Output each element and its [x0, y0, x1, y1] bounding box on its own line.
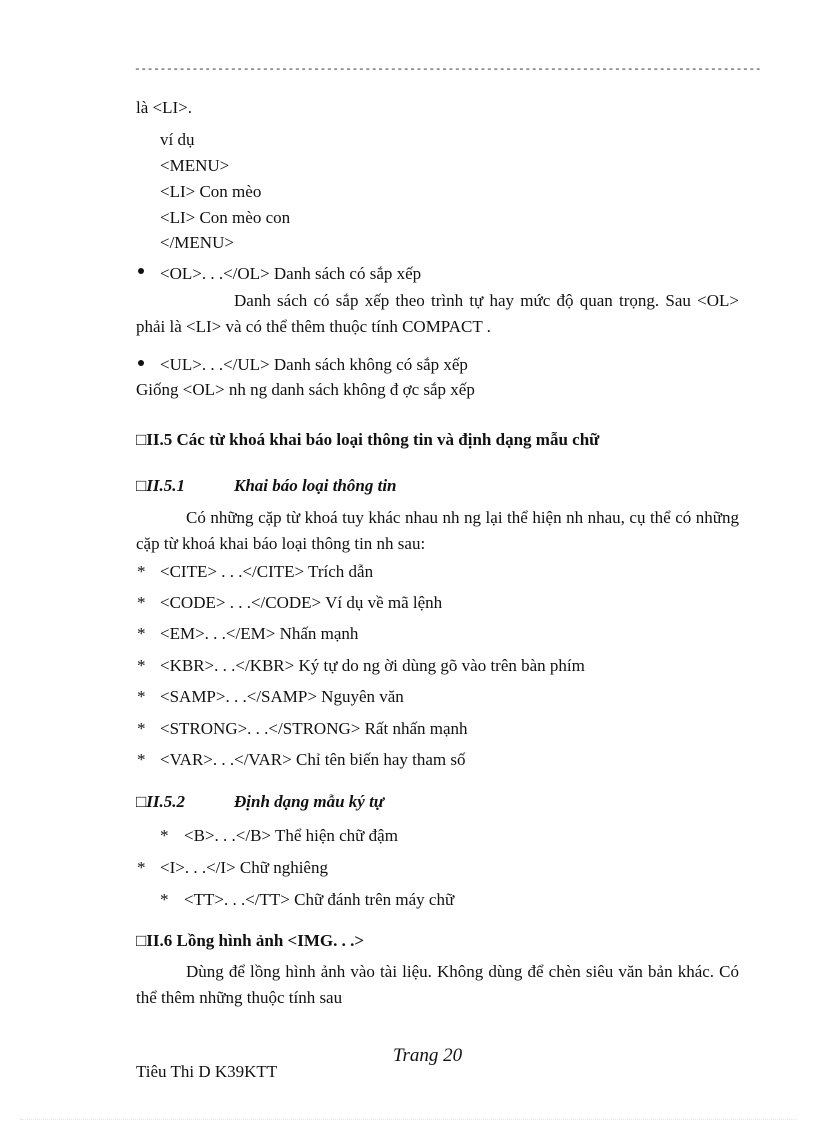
- star-bullet-icon: *: [137, 656, 146, 675]
- bullet-dot-icon: [138, 360, 144, 366]
- list-item: <KBR>. . .</KBR> Ký tự do ng ời dùng gõ vào trên bàn phím: [160, 656, 585, 675]
- list-item: <VAR>. . .</VAR> Chỉ tên biến hay tham số: [160, 750, 466, 769]
- code-line: <LI> Con mèo: [160, 182, 262, 201]
- star-bullet-icon: *: [137, 687, 146, 706]
- star-bullet-icon: *: [137, 593, 146, 612]
- list-item: <EM>. . .</EM> Nhấn mạnh: [160, 624, 359, 643]
- header-rule: --------------------------------------------------------------------------------------------------: [134, 64, 762, 76]
- list-item: <TT>. . .</TT> Chữ đánh trên máy chữ: [184, 890, 455, 909]
- subsection-number: □II.5.1: [136, 476, 185, 495]
- list-item: <STRONG>. . .</STRONG> Rất nhấn mạnh: [160, 719, 468, 738]
- star-bullet-icon: *: [160, 890, 169, 909]
- list-item: <SAMP>. . .</SAMP> Nguyên văn: [160, 687, 404, 706]
- paragraph: Giống <OL> nh ng danh sách không đ ợc sắp xếp: [136, 380, 475, 399]
- list-item: <CITE> . . .</CITE> Trích dẫn: [160, 562, 374, 581]
- section-heading: □II.5 Các từ khoá khai báo loại thông tin và định dạng mẫu chữ: [136, 430, 600, 449]
- star-bullet-icon: *: [137, 624, 146, 643]
- footer-author: Tiêu Thi D K39KTT: [136, 1062, 278, 1081]
- paragraph: Có những cặp từ khoá tuy khác nhau nh ng lại thể hiện nh nhau, cụ thể có những cặp từ khoá khai báo loại thông tin nh sau:: [136, 508, 739, 553]
- list-item: <UL>. . .</UL> Danh sách không có sắp xếp: [160, 355, 468, 374]
- text-line: ví dụ: [160, 130, 195, 149]
- code-line: <LI> Con mèo con: [160, 208, 291, 227]
- code-line: </MENU>: [160, 233, 234, 252]
- code-line: <MENU>: [160, 156, 230, 175]
- text-line: là <LI>.: [136, 98, 192, 117]
- subsection-number: □II.5.2: [136, 792, 185, 811]
- list-item: <CODE> . . .</CODE> Ví dụ về mã lệnh: [160, 593, 443, 612]
- star-bullet-icon: *: [137, 750, 146, 769]
- list-item: <OL>. . .</OL> Danh sách có sắp xếp: [160, 264, 422, 283]
- star-bullet-icon: *: [160, 826, 169, 845]
- list-item: <I>. . .</I> Chữ nghiêng: [160, 858, 328, 877]
- page-edge: [20, 1119, 796, 1120]
- star-bullet-icon: *: [137, 719, 146, 738]
- star-bullet-icon: *: [137, 858, 146, 877]
- list-item: <B>. . .</B> Thể hiện chữ đậm: [184, 826, 398, 845]
- paragraph: Danh sách có sắp xếp theo trình tự hay mức độ quan trọng. Sau <OL> phải là <LI> và có thể thêm thuộc tính COMPACT .: [136, 291, 739, 336]
- subsection-title: Định dạng mẫu ký tự: [234, 792, 384, 811]
- subsection-title: Khai báo loại thông tin: [234, 476, 397, 495]
- bullet-dot-icon: [138, 268, 144, 274]
- paragraph: Dùng để lồng hình ảnh vào tài liệu. Không dùng để chèn siêu văn bản khác. Có thể thêm những thuộc tính sau: [136, 962, 739, 1007]
- section-heading: □II.6 Lồng hình ảnh <IMG. . .>: [136, 931, 365, 950]
- page-number: Trang 20: [393, 1045, 463, 1066]
- star-bullet-icon: *: [137, 562, 146, 581]
